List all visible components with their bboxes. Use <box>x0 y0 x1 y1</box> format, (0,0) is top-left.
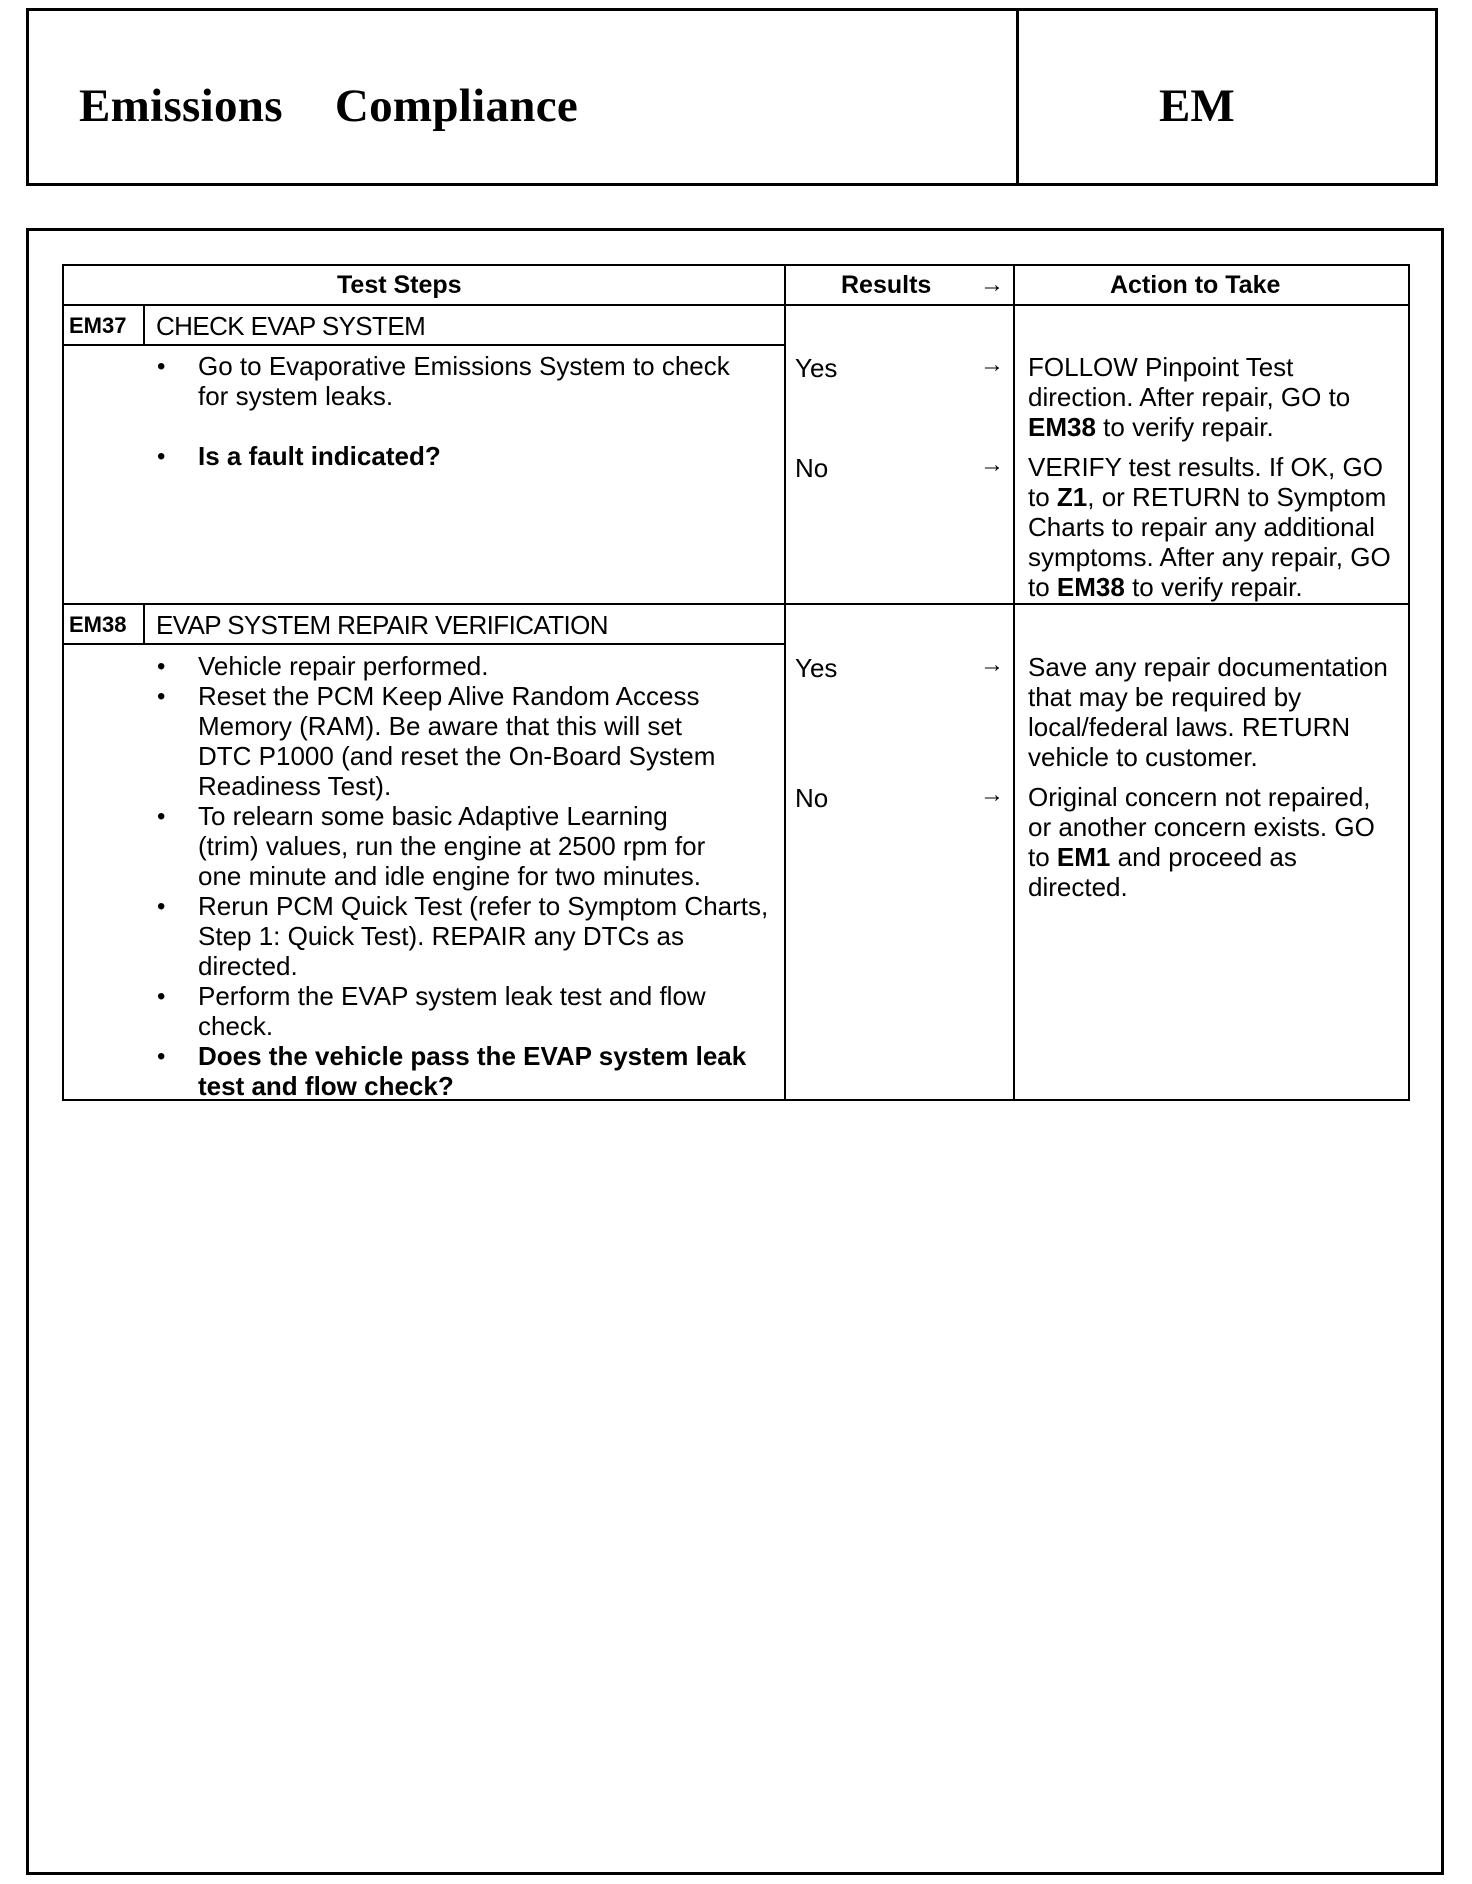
em37-no-action-ref-z1: Z1 <box>1056 482 1088 512</box>
em38-b5-line1: Perform the EVAP system leak test and flow <box>198 981 706 1011</box>
em37-no-action-line5 <box>1028 572 1408 602</box>
em38-result-no: No <box>795 783 829 813</box>
page-header <box>26 8 1438 186</box>
em38-yes-action-line2: that may be required by <box>1028 682 1302 712</box>
em37-yes-action-line3 <box>1028 412 1408 442</box>
em38-bullet-icon: • <box>157 803 166 830</box>
em38-no-action-to: to <box>1028 842 1050 872</box>
em38-no-action-line3-rest: and proceed as <box>1117 842 1297 872</box>
em38-step-title: EVAP SYSTEM REPAIR VERIFICATION <box>156 610 608 640</box>
column-divider-results <box>784 264 786 1101</box>
em37-yes-action-ref: EM38 <box>1028 412 1096 442</box>
em38-no-action-ref-em1: EM1 <box>1056 842 1111 872</box>
column-header-test-steps: Test Steps <box>337 271 462 299</box>
column-header-action: Action to Take <box>1110 271 1281 299</box>
em38-b3-line1: To relearn some basic Adaptive Learning <box>198 801 668 831</box>
em37-title-divider <box>62 344 786 346</box>
em38-bullet-icon: • <box>157 893 166 920</box>
em38-yes-action <box>1028 652 1408 772</box>
em38-result-yes: Yes <box>795 653 838 683</box>
em38-no-action-line4: directed. <box>1028 872 1128 902</box>
column-header-results: Results <box>841 271 932 299</box>
em38-b3-line2: (trim) values, run the engine at 2500 rpm for <box>198 831 706 861</box>
em37-step-title: CHECK EVAP SYSTEM <box>156 311 426 341</box>
em38-bullet-icon: • <box>157 683 166 710</box>
em38-yes-action-line4: vehicle to customer. <box>1028 742 1258 772</box>
em37-no-action-line4: symptoms. After any repair, GO <box>1028 542 1391 572</box>
header-divider <box>1016 11 1019 183</box>
em38-b1-line1: Vehicle repair performed. <box>198 651 489 681</box>
table-border-left <box>62 264 64 1101</box>
em38-bullet-icon: • <box>157 653 166 680</box>
em38-yes-action-line3: local/federal laws. RETURN <box>1028 712 1351 742</box>
em38-b2-line1: Reset the PCM Keep Alive Random Access <box>198 681 700 711</box>
section-code: EM <box>1159 80 1235 132</box>
column-divider-action <box>1013 264 1015 1101</box>
em37-no-action-line2-rest: , or RETURN to Symptom <box>1087 482 1387 512</box>
em38-no-action-line3 <box>1028 842 1408 872</box>
em37-bullet-icon: • <box>157 353 166 380</box>
row-divider-em38 <box>62 603 1410 605</box>
em38-b2-line2: Memory (RAM). Be aware that this will set <box>198 711 683 741</box>
em37-no-action <box>1028 452 1408 602</box>
title-word-emissions: Emissions <box>79 80 283 132</box>
em37-step-code: EM37 <box>69 313 127 338</box>
em37-no-arrow-icon: → <box>980 451 1004 478</box>
em38-step-code: EM38 <box>69 612 127 637</box>
table-border-top <box>62 264 1410 266</box>
em37-result-yes: Yes <box>795 353 838 383</box>
title-word-compliance: Compliance <box>334 80 579 132</box>
em38-question-line2: test and flow check? <box>198 1071 454 1101</box>
em37-no-action-to2: to <box>1028 572 1050 602</box>
em38-code-divider <box>143 603 145 644</box>
em38-b2-line4: Readiness Test). <box>198 771 392 801</box>
em37-bullet-icon: • <box>157 443 166 470</box>
em38-b4-line3: directed. <box>198 951 298 981</box>
em38-no-arrow-icon: → <box>980 781 1004 808</box>
em38-b4-line1: Rerun PCM Quick Test (refer to Symptom Charts, <box>198 891 769 921</box>
em38-bullet-icon: • <box>157 1043 166 1070</box>
header-row-divider <box>62 304 1410 306</box>
em38-b3-line3: one minute and idle engine for two minutes. <box>198 861 701 891</box>
em37-no-action-line3: Charts to repair any additional <box>1028 512 1375 542</box>
em38-title-divider <box>62 643 786 645</box>
em38-question-line1: Does the vehicle pass the EVAP system leak <box>198 1041 747 1071</box>
em38-b5-line2: check. <box>198 1011 274 1041</box>
table-border-right <box>1408 264 1410 1101</box>
page-title <box>79 79 578 133</box>
em38-no-action-line2: or another concern exists. GO <box>1028 812 1375 842</box>
em37-no-action-ref-em38: EM38 <box>1056 572 1125 602</box>
header-arrow-icon: → <box>980 271 1004 298</box>
em38-no-action-line1: Original concern not repaired, <box>1028 782 1371 812</box>
em37-code-divider <box>143 304 145 345</box>
em38-no-action <box>1028 782 1408 902</box>
em37-yes-action-line1: FOLLOW Pinpoint Test <box>1028 352 1294 382</box>
em37-yes-action-line2: direction. After repair, GO to <box>1028 382 1351 412</box>
em37-result-no: No <box>795 453 829 483</box>
em37-step1-line1: Go to Evaporative Emissions System to check <box>198 351 730 381</box>
em37-no-action-line1: VERIFY test results. If OK, GO <box>1028 452 1383 482</box>
em37-yes-action-line3-rest: to verify repair. <box>1103 412 1274 442</box>
em37-step1-line2: for system leaks. <box>198 381 394 411</box>
em38-yes-action-line1: Save any repair documentation <box>1028 652 1388 682</box>
em38-yes-arrow-icon: → <box>980 651 1004 678</box>
em37-yes-action <box>1028 352 1408 442</box>
em37-no-action-line5-rest: to verify repair. <box>1132 572 1303 602</box>
em38-b4-line2: Step 1: Quick Test). REPAIR any DTCs as <box>198 921 684 951</box>
em37-question: Is a fault indicated? <box>198 441 441 471</box>
em38-bullet-icon: • <box>157 983 166 1010</box>
em37-no-action-line2 <box>1028 482 1408 512</box>
em37-no-action-to: to <box>1028 482 1050 512</box>
em37-yes-arrow-icon: → <box>980 351 1004 378</box>
em38-b2-line3: DTC P1000 (and reset the On-Board System <box>198 741 716 771</box>
